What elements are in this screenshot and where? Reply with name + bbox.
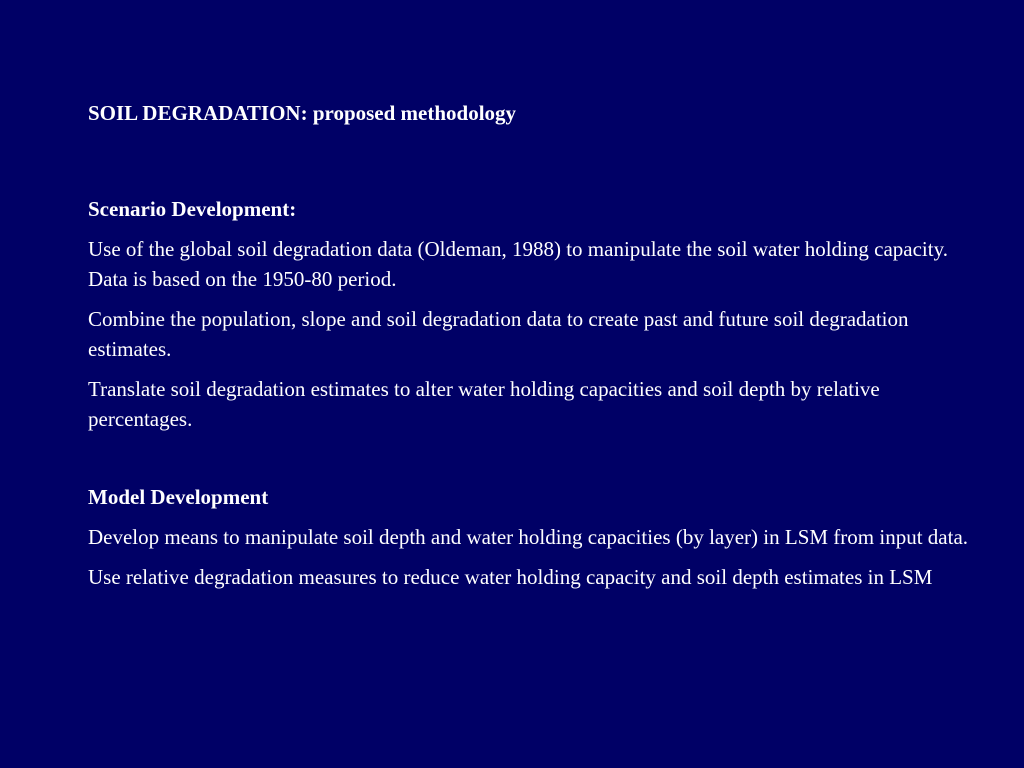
section-heading-model-development: Model Development bbox=[88, 485, 269, 509]
slide-title: SOIL DEGRADATION: proposed methodology bbox=[88, 101, 517, 125]
slide-content bbox=[88, 98, 988, 592]
scenario-paragraph-2: Combine the population, slope and soil degradation data to create past and future soil degradation estimates. bbox=[88, 307, 909, 361]
scenario-paragraph-1: Use of the global soil degradation data (Oldeman, 1988) to manipulate the soil water holding capacity. Data is based on the 1950-80 period. bbox=[88, 237, 948, 291]
model-paragraph-1: Develop means to manipulate soil depth and water holding capacities (by layer) in LSM from input data. bbox=[88, 525, 969, 549]
scenario-paragraph-3: Translate soil degradation estimates to alter water holding capacities and soil depth by relative percentages. bbox=[88, 377, 880, 431]
model-paragraph-2: Use relative degradation measures to reduce water holding capacity and soil depth estimates in LSM bbox=[88, 565, 933, 589]
section-heading-scenario-development: Scenario Development: bbox=[88, 197, 297, 221]
